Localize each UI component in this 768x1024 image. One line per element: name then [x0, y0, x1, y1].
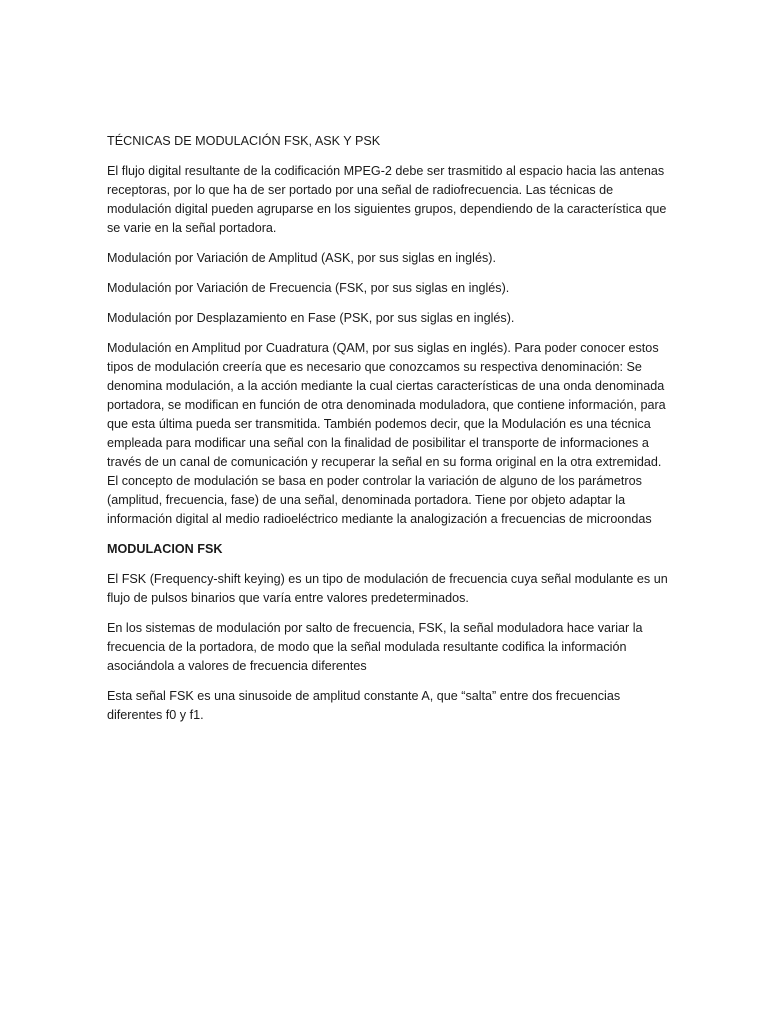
fsk-signal-paragraph: Esta señal FSK es una sinusoide de amplitud constante A, que “salta” entre dos frecuencias diferentes f0 y f1.	[107, 689, 621, 722]
qam-paragraph: Modulación en Amplitud por Cuadratura (QAM, por sus siglas en inglés). Para poder conocer estos tipos de modulación creería que es necesario que conozcamos su respectiva denominación: Se denomina modulación, a la acción mediante la cual ciertas características de una onda denominada portadora, se modifican en función de otra denominada moduladora, que contiene información, para que esta última pueda ser transmitida. También podemos decir, que la Modulación es una técnica empleada para modificar una señal con la finalidad de posibilitar el transporte de informaciones a través de un canal de comunicación y recuperar la señal en su forma original en la otra extremidad. El concepto de modulación se basa en poder controlar la variación de alguno de los parámetros (amplitud, frecuencia, fase) de una señal, denominada portadora. Tiene por objeto adaptar la información digital al medio radioeléctrico mediante la analogización a frecuencias de microondas	[107, 341, 666, 526]
intro-paragraph: El flujo digital resultante de la codificación MPEG-2 debe ser trasmitido al espacio hacia las antenas receptoras, por lo que ha de ser portado por una señal de radiofrecuencia. Las técnicas de modulación digital pueden agruparse en los siguientes grupos, dependiendo de la característica que se varie en la señal portadora.	[107, 164, 667, 235]
ask-paragraph: Modulación por Variación de Amplitud (ASK, por sus siglas en inglés).	[107, 251, 496, 265]
fsk-systems-paragraph: En los sistemas de modulación por salto de frecuencia, FSK, la señal moduladora hace variar la frecuencia de la portadora, de modo que la señal modulada resultante codifica la información asociándola a valores de frecuencia diferentes	[107, 621, 643, 673]
section-heading: MODULACION FSK	[107, 542, 223, 556]
psk-paragraph: Modulación por Desplazamiento en Fase (PSK, por sus siglas en inglés).	[107, 311, 515, 325]
fsk-definition-paragraph: El FSK (Frequency-shift keying) es un tipo de modulación de frecuencia cuya señal modulante es un flujo de pulsos binarios que varía entre valores predeterminados.	[107, 572, 668, 605]
document-title: TÉCNICAS DE MODULACIÓN FSK, ASK Y PSK	[107, 134, 381, 148]
fsk-paragraph: Modulación por Variación de Frecuencia (FSK, por sus siglas en inglés).	[107, 281, 510, 295]
